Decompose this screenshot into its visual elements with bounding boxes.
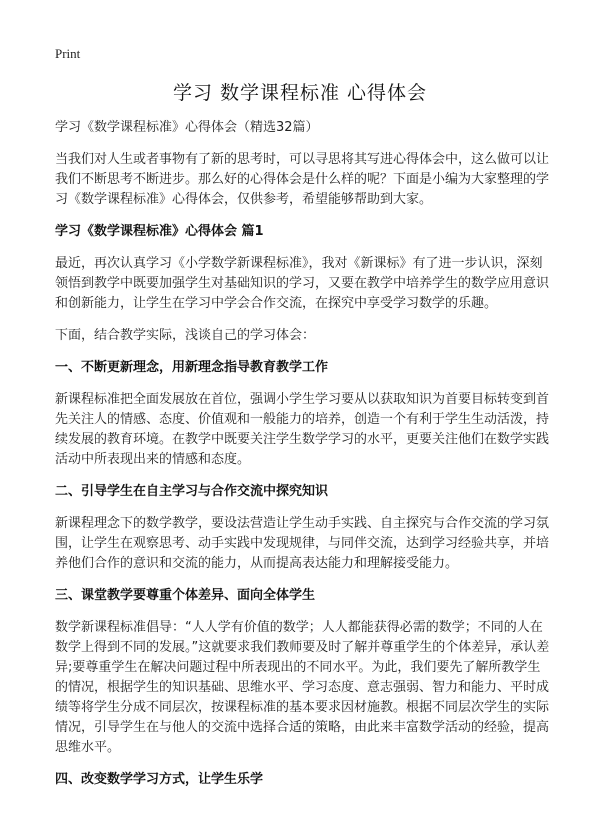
article-heading: 学习《数学课程标准》心得体会 篇1 [55, 224, 264, 239]
section-3-heading: 三、课堂教学要尊重个体差异、面向全体学生 [55, 588, 316, 603]
section-2-heading: 二、引导学生在自主学习与合作交流中探究知识 [55, 484, 329, 499]
paragraph-2: 下面，结合教学实际，浅谈自己的学习体会： [55, 328, 316, 343]
section-1-heading: 一、不断更新理念，用新理念指导教育教学工作 [55, 360, 329, 375]
section-2-text: 新课程理念下的数学教学，要设法营造让学生动手实践、自主探究与合作交流的学习氛围，让学生在观察思考、动手实践中发现规律，与同伴交流，达到学习经验共享，并培养他们合作的意识和交流的能力，从而提高表达能力和理解接受能力。 [55, 516, 550, 571]
section-1-text: 新课程标准把全面发展放在首位，强调小学生学习要从以获取知识为首要目标转变到首先关注人的情感、态度、价值观和一般能力的培养，创造一个有利于学生生动活泼，持续发展的教育环境。在教学中既要关注学生数学学习的水平，更要关注他们在数学实践活动中所表现出来的情感和态度。 [55, 392, 550, 467]
intro-paragraph: 当我们对人生或者事物有了新的思考时，可以寻思将其写进心得体会中，这么做可以让我们不断思考不断进步。那么好的心得体会是什么样的呢？下面是小编为大家整理的学习《数学课程标准》心得体会，仅供参考，希望能够帮助到大家。 [55, 152, 550, 207]
print-link[interactable]: Print [55, 46, 81, 61]
section-3-text: 数学新课程标准倡导：“人人学有价值的数学；人人都能获得必需的数学；不同的人在数学上得到不同的发展。”这就要求我们教师要及时了解并尊重学生的个体差异，承认差异;要尊重学生在解决问题过程中所表现出的不同水平。为此，我们要先了解所教学生的情况，根据学生的知识基础、思维水平、学习态度、意志强弱、智力和能力、平时成绩等将学生分成不同层次，按课程标准的基本要求因材施教。根据不同层次学生的实际情况，引导学生在与他人的交流中选择合适的策略，由此来丰富数学活动的经验，提高思维水平。 [55, 620, 550, 755]
article-body [55, 118, 550, 802]
article-subtitle: 学习《数学课程标准》心得体会（精选32篇） [55, 120, 319, 135]
section-4-heading: 四、改变数学学习方式，让学生乐学 [55, 772, 264, 787]
paragraph-1: 最近，再次认真学习《小学数学新课程标准》，我对《新课标》有了进一步认识，深刻领悟到教学中既要加强学生对基础知识的学习，又要在教学中培养学生的数学应用意识和创新能力，让学生在学习中学会合作交流，在探究中享受学习数学的乐趣。 [55, 256, 550, 311]
page-title: 学习 数学课程标准 心得体会 [172, 82, 428, 104]
